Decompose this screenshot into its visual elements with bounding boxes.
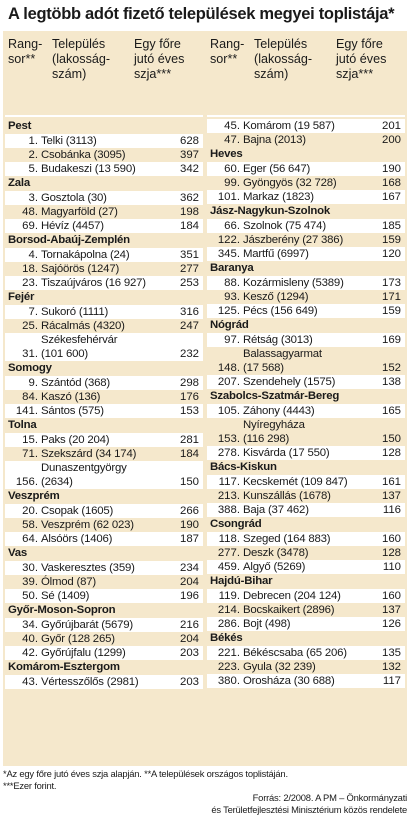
- income-cell: 190: [179, 519, 199, 531]
- town-cell: Dunaszentgyörgy (2634): [41, 462, 127, 488]
- income-cell: 110: [382, 561, 401, 573]
- rank-cell: 153.: [217, 433, 240, 445]
- town-cell: Győrújfalu (1299): [41, 647, 126, 659]
- header-income: Egy főre jutó éves szja***: [134, 37, 185, 81]
- income-cell: 128: [381, 447, 401, 459]
- income-cell: 281: [179, 434, 199, 446]
- rank-cell: 93.: [224, 291, 240, 303]
- income-cell: 132: [381, 661, 401, 673]
- town-cell: Sé (1409): [41, 590, 90, 602]
- town-cell: Gosztola (30): [41, 192, 107, 204]
- table-row: [207, 375, 405, 389]
- rank-cell: 2.: [28, 149, 38, 161]
- income-cell: 342: [179, 163, 199, 175]
- rank-cell: 40.: [22, 633, 38, 645]
- rank-cell: 20.: [22, 505, 38, 517]
- left-column: [5, 31, 203, 689]
- table-row: [5, 248, 203, 262]
- table-row: [207, 503, 405, 517]
- town-cell: Budakeszi (13 590): [41, 163, 136, 175]
- region-heading: Pest: [8, 120, 32, 132]
- header-town: Település (lakosság- szám): [254, 37, 313, 81]
- rank-cell: 388.: [217, 504, 240, 516]
- rank-cell: 84.: [22, 391, 38, 403]
- town-cell: Telki (3113): [41, 135, 97, 147]
- table-row: [5, 447, 203, 461]
- rank-cell: 207.: [217, 376, 240, 388]
- town-cell: Kisvárda (17 550): [243, 447, 330, 459]
- region-heading: Borsod-Abaúj-Zemplén: [8, 234, 130, 246]
- region-heading: Nógrád: [210, 319, 249, 331]
- rank-cell: 214.: [217, 604, 240, 616]
- footnote-text: ***Ezer forint.: [3, 780, 57, 791]
- town-cell: Orosháza (30 688): [243, 675, 335, 687]
- rank-cell: 7.: [28, 306, 38, 318]
- income-cell: 165: [381, 405, 401, 417]
- rank-cell: 141.: [15, 405, 38, 417]
- table-row: [207, 646, 405, 660]
- table-row: [207, 247, 405, 261]
- rank-cell: 60.: [224, 163, 240, 175]
- table-row: [5, 262, 203, 276]
- region-heading: Somogy: [8, 362, 52, 374]
- rank-cell: 122.: [217, 234, 240, 246]
- table-row: [5, 404, 203, 418]
- income-cell: 185: [381, 220, 401, 232]
- town-cell: Szolnok (75 474): [243, 220, 326, 232]
- town-cell: Kesző (1294): [243, 291, 309, 303]
- ranking-table: [3, 31, 407, 766]
- town-cell: Záhony (4443): [243, 405, 315, 417]
- table-row: [5, 305, 203, 319]
- rank-cell: 30.: [22, 562, 38, 574]
- income-cell: 135: [381, 647, 401, 659]
- town-cell: Hévíz (4457): [41, 220, 104, 232]
- table-row: [207, 560, 405, 574]
- income-cell: 168: [381, 177, 401, 189]
- table-row: [207, 219, 405, 233]
- income-cell: 351: [179, 249, 199, 261]
- income-cell: 201: [381, 120, 401, 132]
- income-cell: 152: [381, 362, 401, 374]
- town-cell: Győr (128 265): [41, 633, 115, 645]
- table-row: [5, 618, 203, 632]
- table-row: [207, 133, 405, 147]
- region-heading: Csongrád: [210, 518, 262, 530]
- rank-cell: 43.: [22, 676, 38, 688]
- town-cell: Martfű (6997): [243, 248, 309, 260]
- income-cell: 190: [381, 163, 401, 175]
- table-row: [207, 233, 405, 247]
- page-title: A legtöbb adót fizető települések megyei toplistája*: [8, 5, 395, 23]
- town-cell: Ólmod (87): [41, 576, 96, 588]
- left-body: [5, 119, 203, 689]
- region-heading: Hajdú-Bihar: [210, 575, 273, 587]
- rank-cell: 50.: [22, 590, 38, 602]
- income-cell: 200: [381, 134, 401, 146]
- rank-cell: 101.: [217, 191, 240, 203]
- table-row: [5, 219, 203, 233]
- income-cell: 266: [179, 505, 199, 517]
- income-cell: 128: [381, 547, 401, 559]
- town-cell: Székesfehérvár (101 600): [41, 334, 118, 360]
- town-cell: Jászberény (27 386): [243, 234, 344, 246]
- rank-cell: 277.: [217, 547, 240, 559]
- rank-cell: 25.: [22, 320, 38, 332]
- table-row: [207, 446, 405, 460]
- rank-cell: 117.: [218, 476, 240, 488]
- region-heading: Veszprém: [8, 490, 60, 502]
- rank-cell: 105.: [217, 405, 240, 417]
- town-cell: Kaszó (136): [41, 391, 101, 403]
- income-cell: 247: [179, 320, 199, 332]
- income-cell: 150: [179, 476, 199, 488]
- town-cell: Bojt (498): [243, 618, 291, 630]
- table-row: [207, 176, 405, 190]
- region-heading: Jász-Nagykun-Szolnok: [210, 205, 331, 217]
- town-cell: Debrecen (204 124): [243, 590, 341, 602]
- table-row: [5, 504, 203, 518]
- town-cell: Szendehely (1575): [243, 376, 336, 388]
- town-cell: Baja (37 462): [243, 504, 309, 516]
- table-row: [5, 532, 203, 546]
- rank-cell: 58.: [22, 519, 38, 531]
- town-cell: Komárom (19 587): [243, 120, 335, 132]
- table-row: [5, 632, 203, 646]
- table-row: [5, 376, 203, 390]
- town-cell: Sajóörös (1247): [41, 263, 120, 275]
- rank-cell: 31.: [22, 348, 38, 360]
- income-cell: 232: [179, 348, 199, 360]
- income-cell: 137: [381, 604, 401, 616]
- rank-cell: 3.: [28, 192, 38, 204]
- town-cell: Tornakápolna (24): [41, 249, 130, 261]
- region-heading: Győr-Moson-Sopron: [8, 604, 116, 616]
- town-cell: Gyöngyös (32 728): [243, 177, 337, 189]
- income-cell: 159: [381, 234, 401, 246]
- table-row: [207, 276, 405, 290]
- income-cell: 126: [381, 618, 401, 630]
- rank-cell: 66.: [224, 220, 240, 232]
- income-cell: 628: [179, 135, 199, 147]
- divider: [207, 115, 405, 117]
- table-row: [5, 461, 203, 489]
- town-cell: Sukoró (1111): [41, 306, 109, 318]
- table-row: [207, 603, 405, 617]
- rank-cell: 97.: [224, 334, 240, 346]
- rank-cell: 23.: [22, 277, 38, 289]
- rank-cell: 221.: [217, 647, 240, 659]
- table-row: [5, 561, 203, 575]
- income-cell: 203: [179, 676, 199, 688]
- rank-cell: 345.: [217, 248, 240, 260]
- town-cell: Kecskemét (109 847): [243, 476, 348, 488]
- town-cell: Markaz (1823): [243, 191, 314, 203]
- town-cell: Kozármisleny (5389): [243, 277, 344, 289]
- town-cell: Csobánka (3095): [41, 149, 126, 161]
- rank-cell: 213.: [217, 490, 240, 502]
- town-cell: Tiszaújváros (16 927): [41, 277, 146, 289]
- town-cell: Alsóörs (1406): [41, 533, 113, 545]
- rank-cell: 64.: [22, 533, 38, 545]
- table-row: [207, 190, 405, 204]
- table-row: [5, 276, 203, 290]
- rank-cell: 48.: [22, 206, 38, 218]
- table-row: [5, 205, 203, 219]
- region-heading: Bács-Kiskun: [210, 461, 277, 473]
- rank-cell: 42.: [22, 647, 38, 659]
- town-cell: Pécs (156 649): [243, 305, 318, 317]
- income-cell: 116: [382, 504, 401, 516]
- rank-cell: 118.: [218, 533, 240, 545]
- town-cell: Vaskeresztes (359): [41, 562, 135, 574]
- rank-cell: 39.: [22, 576, 38, 588]
- header-town: Település (lakosság- szám): [52, 37, 111, 81]
- table-row: [5, 575, 203, 589]
- table-row: [207, 617, 405, 631]
- footnote-text: *Az egy főre jutó éves szja alapján. **A települések országos toplistáján.: [3, 768, 288, 779]
- income-cell: 160: [381, 533, 401, 545]
- table-row: [207, 489, 405, 503]
- rank-cell: 9.: [28, 377, 38, 389]
- table-row: [5, 134, 203, 148]
- income-cell: 171: [381, 291, 401, 303]
- table-row: [5, 319, 203, 333]
- rank-cell: 459.: [217, 561, 240, 573]
- income-cell: 153: [179, 405, 199, 417]
- town-cell: Sántos (575): [41, 405, 104, 417]
- table-row: [207, 404, 405, 418]
- table-row: [5, 518, 203, 532]
- rank-cell: 125.: [217, 305, 240, 317]
- region-heading: Szabolcs-Szatmár-Bereg: [210, 390, 340, 402]
- table-row: [207, 589, 405, 603]
- rank-cell: 5.: [28, 163, 38, 175]
- income-cell: 204: [179, 633, 199, 645]
- region-heading: Vas: [8, 547, 28, 559]
- table-row: [207, 119, 405, 133]
- rank-cell: 4.: [28, 249, 38, 261]
- table-row: [207, 290, 405, 304]
- rank-cell: 148.: [217, 362, 240, 374]
- income-cell: 187: [179, 533, 199, 545]
- table-row: [5, 390, 203, 404]
- rank-cell: 18.: [22, 263, 38, 275]
- income-cell: 216: [179, 619, 199, 631]
- table-row: [207, 475, 405, 489]
- income-cell: 277: [179, 263, 199, 275]
- rank-cell: 119.: [218, 590, 240, 602]
- income-cell: 161: [381, 476, 401, 488]
- income-cell: 203: [179, 647, 199, 659]
- town-cell: Deszk (3478): [243, 547, 309, 559]
- income-cell: 150: [381, 433, 401, 445]
- town-cell: Bajna (2013): [243, 134, 306, 146]
- town-cell: Veszprém (62 023): [41, 519, 134, 531]
- income-cell: 176: [179, 391, 199, 403]
- region-heading: Komárom-Esztergom: [8, 661, 120, 673]
- income-cell: 204: [179, 576, 199, 588]
- region-heading: Baranya: [210, 262, 254, 274]
- rank-cell: 223.: [217, 661, 240, 673]
- town-cell: Balassagyarmat (17 568): [243, 348, 322, 374]
- income-cell: 173: [381, 277, 401, 289]
- income-cell: 138: [381, 376, 401, 388]
- rank-cell: 45.: [224, 120, 240, 132]
- footnote: [3, 768, 407, 816]
- header-rank: Rang- sor**: [8, 37, 43, 66]
- income-cell: 117: [382, 675, 401, 687]
- income-cell: 184: [179, 448, 199, 460]
- town-cell: Rétság (3013): [243, 334, 313, 346]
- town-cell: Szántód (368): [41, 377, 110, 389]
- table-row: [207, 347, 405, 375]
- column-header: [207, 31, 405, 115]
- income-cell: 397: [179, 149, 199, 161]
- income-cell: 167: [381, 191, 401, 203]
- table-row: [5, 675, 203, 689]
- right-body: [207, 119, 405, 688]
- rank-cell: 99.: [224, 177, 240, 189]
- town-cell: Gyula (32 239): [243, 661, 316, 673]
- header-rank: Rang- sor**: [210, 37, 245, 66]
- town-cell: Kunszállás (1678): [243, 490, 331, 502]
- rank-cell: 15.: [22, 434, 38, 446]
- table-row: [5, 589, 203, 603]
- source-text: Forrás: 2/2008. A PM – Önkormányzati és Területfejlesztési Minisztérium közös rendelete: [211, 792, 407, 815]
- rank-cell: 1.: [28, 135, 38, 147]
- table-row: [207, 674, 405, 688]
- rank-cell: 278.: [217, 447, 240, 459]
- town-cell: Békéscsaba (65 206): [243, 647, 347, 659]
- table-row: [5, 148, 203, 162]
- table-row: [5, 433, 203, 447]
- table-row: [5, 333, 203, 361]
- income-cell: 298: [179, 377, 199, 389]
- town-cell: Paks (20 204): [41, 434, 110, 446]
- table-row: [207, 333, 405, 347]
- town-cell: Vértesszőlős (2981): [41, 676, 139, 688]
- town-cell: Rácalmás (4320): [41, 320, 125, 332]
- region-heading: Heves: [210, 148, 243, 160]
- income-cell: 196: [179, 590, 199, 602]
- town-cell: Csopak (1605): [41, 505, 114, 517]
- town-cell: Magyarföld (27): [41, 206, 118, 218]
- table-row: [5, 162, 203, 176]
- table-row: [207, 304, 405, 318]
- town-cell: Szeged (164 883): [243, 533, 331, 545]
- region-heading: Zala: [8, 177, 30, 189]
- town-cell: Szekszárd (34 174): [41, 448, 137, 460]
- rank-cell: 286.: [217, 618, 240, 630]
- income-cell: 184: [179, 220, 199, 232]
- income-cell: 159: [381, 305, 401, 317]
- header-income: Egy főre jutó éves szja***: [336, 37, 387, 81]
- rank-cell: 380.: [217, 675, 240, 687]
- town-cell: Győrújbarát (5679): [41, 619, 134, 631]
- region-heading: Tolna: [8, 419, 37, 431]
- rank-cell: 47.: [224, 134, 240, 146]
- table-row: [5, 646, 203, 660]
- income-cell: 316: [179, 306, 199, 318]
- table-row: [207, 660, 405, 674]
- rank-cell: 69.: [22, 220, 38, 232]
- income-cell: 198: [179, 206, 199, 218]
- rank-cell: 34.: [22, 619, 38, 631]
- table-row: [207, 418, 405, 446]
- divider: [5, 115, 203, 117]
- rank-cell: 71.: [22, 448, 38, 460]
- table-row: [5, 191, 203, 205]
- town-cell: Nyíregyháza (116 298): [243, 419, 305, 445]
- income-cell: 160: [381, 590, 401, 602]
- income-cell: 169: [381, 334, 401, 346]
- town-cell: Algyő (5269): [243, 561, 306, 573]
- income-cell: 137: [381, 490, 401, 502]
- rank-cell: 156.: [15, 476, 38, 488]
- income-cell: 120: [381, 248, 401, 260]
- table-row: [207, 162, 405, 176]
- column-header: [5, 31, 203, 115]
- town-cell: Bocskaikert (2896): [243, 604, 335, 616]
- rank-cell: 88.: [224, 277, 240, 289]
- town-cell: Eger (56 647): [243, 163, 311, 175]
- income-cell: 234: [179, 562, 199, 574]
- income-cell: 362: [179, 192, 199, 204]
- right-column: [207, 31, 405, 688]
- region-heading: Békés: [210, 632, 243, 644]
- table-row: [207, 532, 405, 546]
- income-cell: 253: [179, 277, 199, 289]
- table-row: [207, 546, 405, 560]
- region-heading: Fejér: [8, 291, 35, 303]
